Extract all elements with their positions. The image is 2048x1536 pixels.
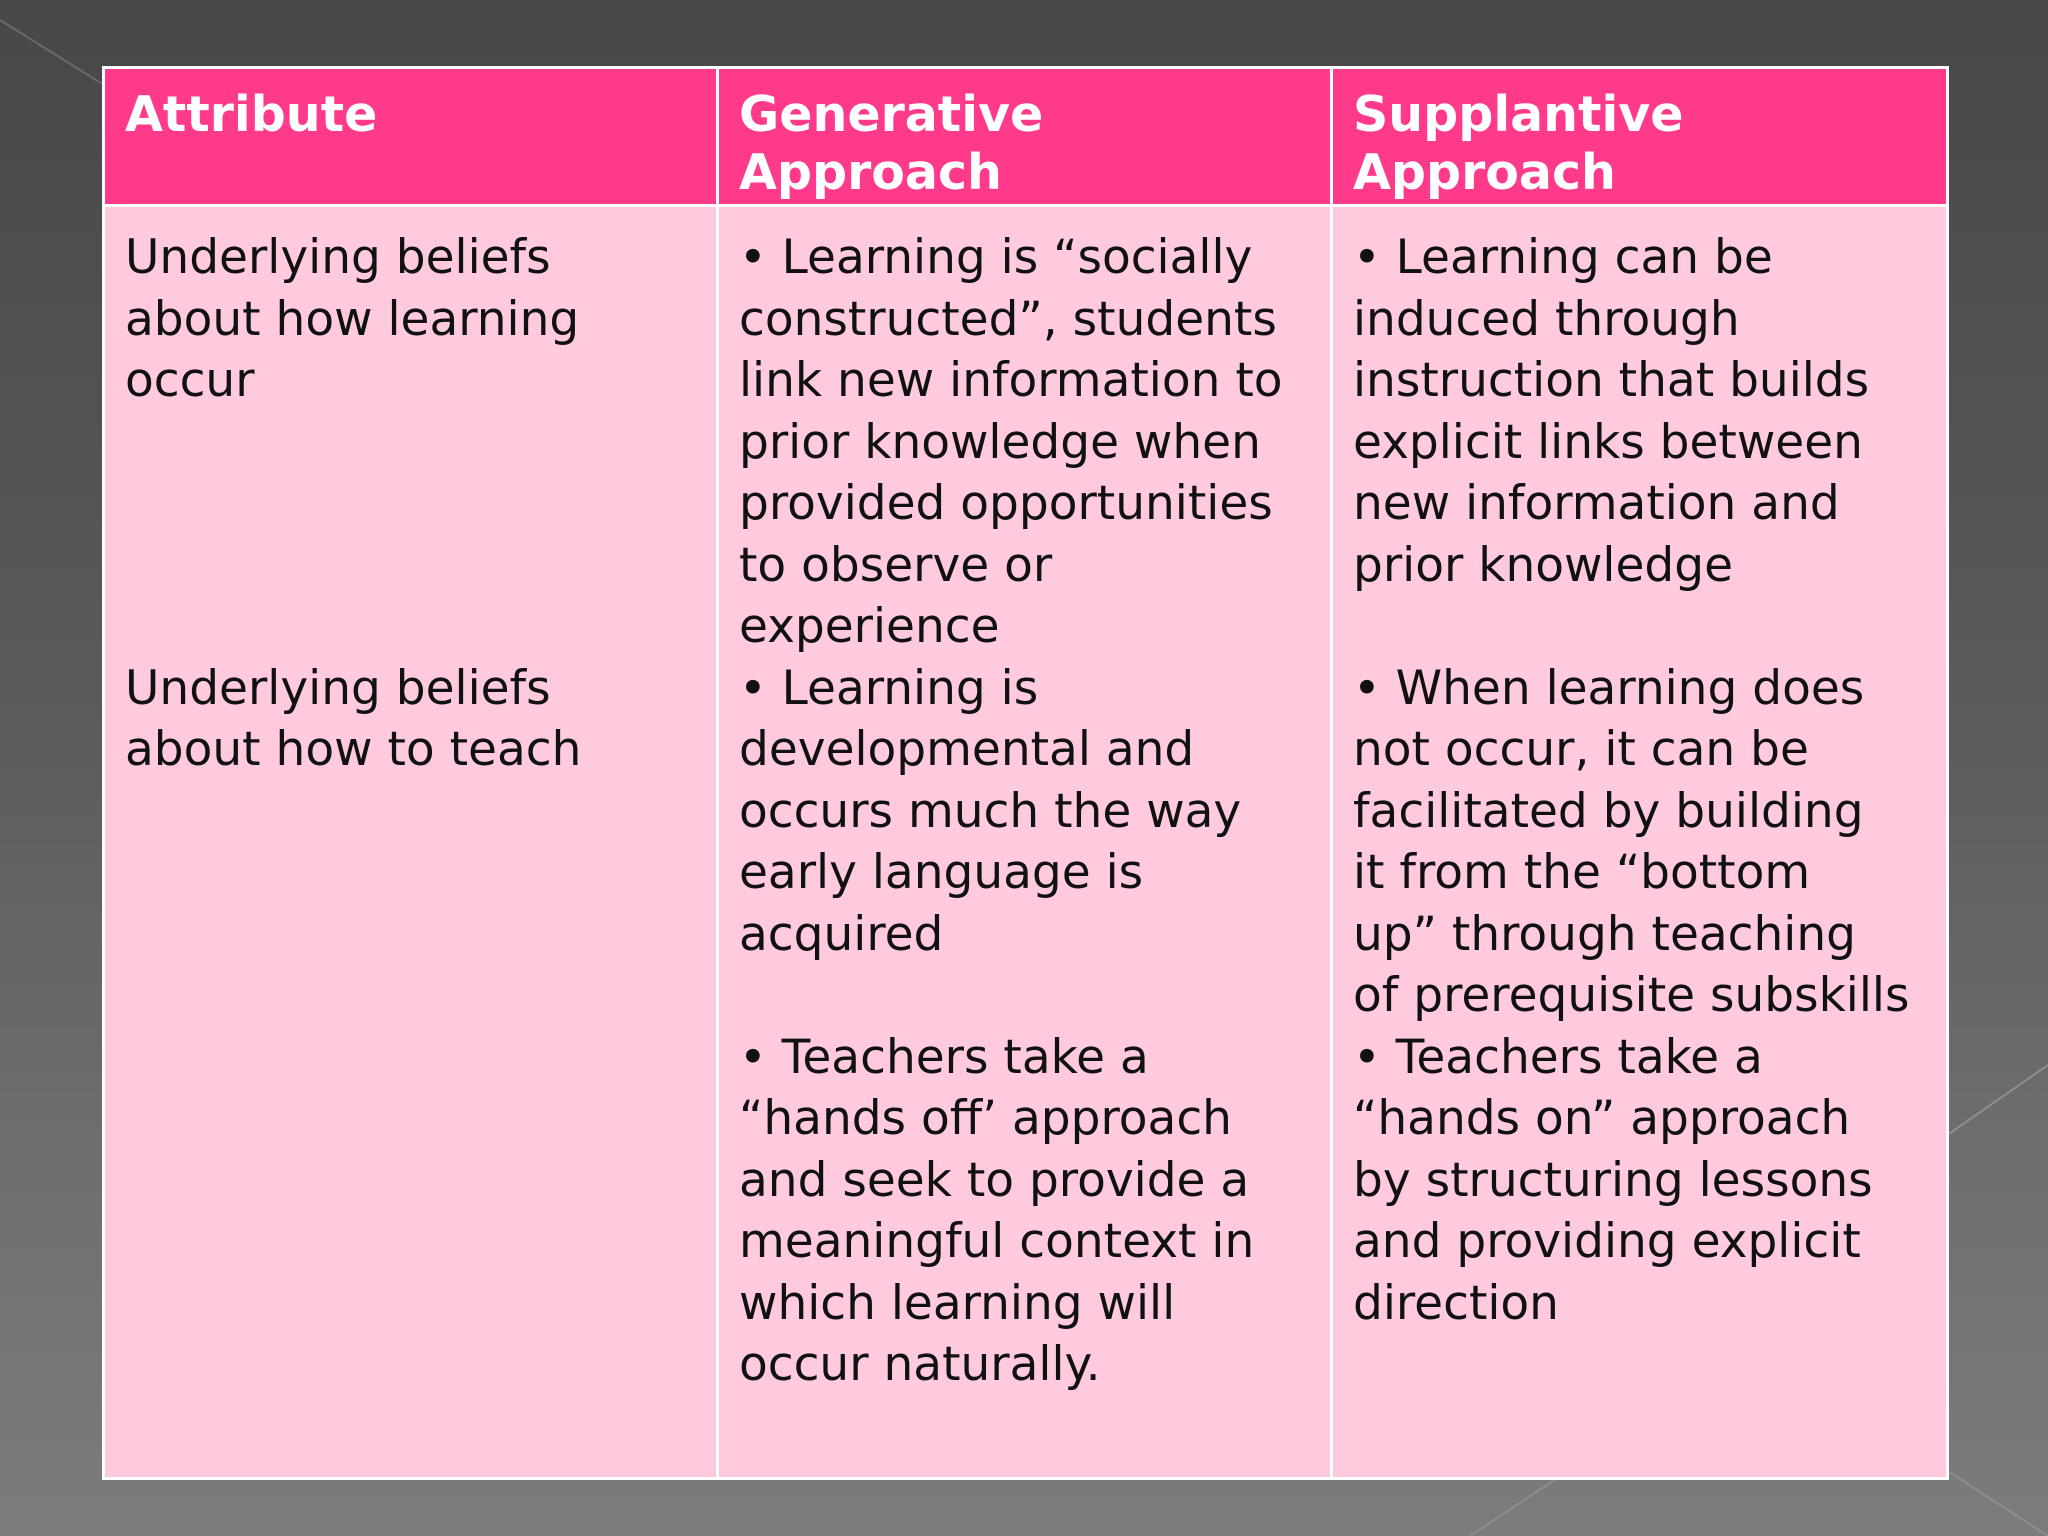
header-attribute: Attribute bbox=[104, 68, 718, 206]
supplantive-cell-text: • Learning can be induced through instruction that builds explicit links between new information and prior knowledge • When learning does not occur, it can be facilitated by building it from the “bottom up” through teaching of prerequisite subskills • Teachers take a “hands on” approach by structuring lessons and providing explicit direction bbox=[1353, 230, 1910, 1331]
attribute-cell-text: Underlying beliefs about how learning occur Underlying beliefs about how to teach bbox=[125, 230, 582, 777]
supplantive-cell bbox=[1332, 206, 1948, 1479]
attribute-cell bbox=[104, 206, 718, 1479]
table-header-row bbox=[104, 68, 1948, 206]
header-generative-approach: Generative Approach bbox=[718, 68, 1332, 206]
comparison-table bbox=[102, 66, 1949, 1480]
generative-cell-text: • Learning is “socially constructed”, students link new information to prior knowledge when provided opportunities to observe or experience • Learning is developmental and occurs much the way early language is acquired • Teachers take a “hands off’ approach and seek to provide a meaningful context in which learning will occur naturally. bbox=[739, 230, 1283, 1392]
header-supplantive-approach: Supplantive Approach bbox=[1332, 68, 1948, 206]
generative-cell bbox=[718, 206, 1332, 1479]
table-row bbox=[104, 206, 1948, 1479]
